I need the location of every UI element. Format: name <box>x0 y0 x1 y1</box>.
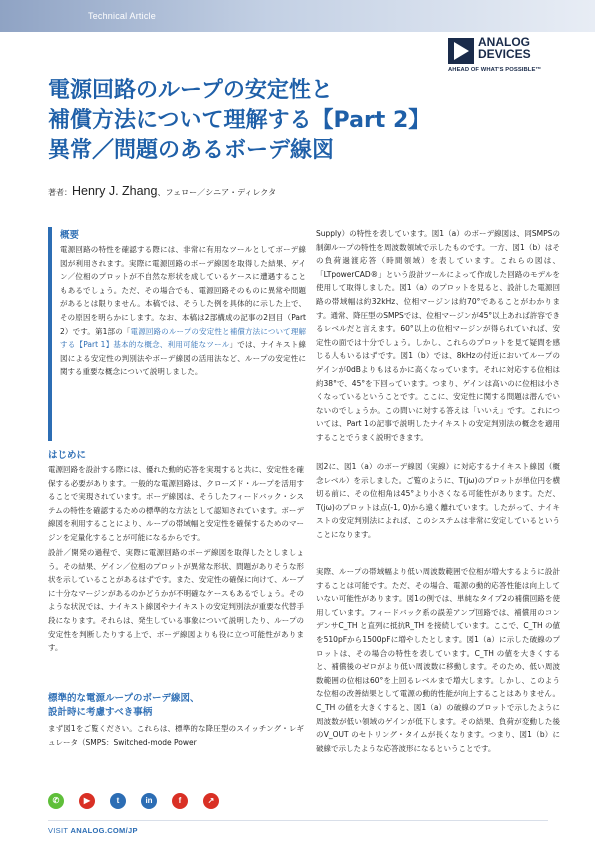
right-column-p2 <box>316 460 560 542</box>
left-column-sub <box>48 692 304 749</box>
section-heading-line-1: 標準的な電源ループのボーデ線図、 <box>48 693 200 704</box>
author-role: 、フェロー／シニア・ディレクタ <box>157 188 277 197</box>
left-column-p2 <box>48 546 304 655</box>
logo-triangle-icon <box>448 38 474 64</box>
right-column <box>316 227 560 445</box>
right-paragraph-1: Supply）の特性を表しています。図1（a）のボーデ線図は、同SMPSの制御ループの特性を周波数領域で示したものです。一方、図1（b）はその負荷過渡応答（時間領域）を表しています。これらの図は、「LTpowerCAD®」という設計ツールによって作成した回路のモデルを使用して取得しました。図1（a）のプロットを見ると、設計した電源回路の帯域幅は約32kHz、位相マージンは約70°であることがわかります。通常、降圧型のSMPSでは、位相マージンが45°以上あれば許容できるレベルだと言えます。60°以上の位相マージンが得られていれば、安定性の面では十分でしょう。しかし、これらのプロットを見て疑問を感じる人もいるはずです。図1（b）では、8kHzの付近においてループのゲインが0dBよりもはるかに高くなっています。それに対応する位相は約38°で、45°を下回っています。つまり、ゲインは高いのに位相は小さくなっているということです。ここに、安定性に関する問題は潜んでいないのでしょうか。この問いに対する答えは「いいえ」です。これについては、Part 1の記事で説明したナイキストの安定判別法の概念を適用することでうまく説明できます。 <box>316 229 560 442</box>
body-paragraph-3: まず図1をご覧ください。これらは、標準的な降圧型のスイッチング・レギュレータ（SMPS：Switched-mode Power <box>48 724 304 747</box>
analog-devices-logo[interactable] <box>448 36 588 78</box>
section-heading-line-2: 設計時に考慮すべき事柄 <box>48 707 153 718</box>
right-column-p3 <box>316 565 560 755</box>
footer-visit-link[interactable]: VISIT ANALOG.COM/JP <box>48 826 138 835</box>
body-paragraph-2: 設計／開発の過程で、実際に電源回路のボーデ線図を取得したとしましょう。その結果、ゲイン／位相のプロットが異常な形状、問題がありそうな形状を示していることがあるはずです。また、安定性の確保に向けて、ループに十分なマージンがあるのかどうかが不明確なケースもあるでしょう。そのような状況では、ナイキスト線図やナイキストの安定判別法が重要な代替手段になります。それらは、発生している事象について説明したり、ループの安定性を判断したりする上で、ボーデ線図よりも役に立つ可能性があります。 <box>48 548 304 653</box>
footer-divider <box>48 820 548 821</box>
title-line-2: 補償方法について理解する【Part 2】 <box>48 108 431 133</box>
facebook-icon[interactable]: f <box>172 793 188 809</box>
summary-text: 電源回路の特性を確認する際には、非常に有用なツールとしてボーデ線図が利用されます。実際に電源回路のボーデ線図を取得した結果、ゲイン／位相のプロットが不自然な形状を成しているケースに遭遇することもあるでしょう。ただ、その場合でも、電源回路そのものに異常や問題があるとは限りません。本稿では、そうした例を具体的に示した上で、その原因を明らかにします。なお、本稿は2部構成の記事の2回目（Part 2）です。第1部の「電源回路のループの安定性と補償方法について理解する【Part 1】基本的な概念、利用可能なツール」では、ナイキスト線図による安定性の判別法やボーデ線図の活用法など、ループの安定性に関する重要な概念について説明しました。 <box>60 245 307 377</box>
share-icon[interactable]: ↗ <box>203 793 219 809</box>
right-paragraph-3: 実際、ループの帯域幅より低い周波数範囲で位相が増大するように設計することは可能です。ただ、その場合、電源の動的応答性能は向上していない可能性があります。図1の例では、単純なタイプ2の補償回路を使用しています。フィードバック系の誤差アンプ回路では、補償用のコンデンサC_TH と直列に抵抗R_TH を接続しています。ここで、C_TH の値を510pFから1500pFに増やしたとします。図1（a）に示した破線のプロットは、その場合の特性を表しています。C_TH の値を大きくすると、補償後のゼロがより低い周波数に移動します。そのため、低い周波数範囲の位相は60°を上回るレベルまで増大します。しかし、このような位相の改善結果として電源の動的性能が向上することはありません。C_TH の値を大きくすると、図1（a）の破線のプロットで示したように周波数が低い領域のゲインが低下します。その結果、負荷が変動した後のV_OUT のセトリング・タイムが長くなります。つまり、図1（b）に破線で示したような応答波形になるということです。 <box>316 567 560 753</box>
summary-box <box>60 229 306 379</box>
logo-tagline: AHEAD OF WHAT'S POSSIBLE™ <box>448 67 542 73</box>
summary-accent-bar <box>48 227 52 441</box>
youtube-icon[interactable]: ▶ <box>79 793 95 809</box>
article-type-label: Technical Article <box>88 11 156 21</box>
wechat-icon[interactable]: ✆ <box>48 793 64 809</box>
intro-heading: はじめに <box>48 450 87 461</box>
author-name: Henry J. Zhang <box>72 184 158 198</box>
summary-heading: 概要 <box>60 230 80 241</box>
intro-paragraph: 電源回路を設計する際には、優れた動的応答を実現すると共に、安定性を確保する必要があります。一般的な電源回路は、クローズド・ループを活用することで実現されています。ボーデ線図は、そうしたフィードバック・システムの特性を確認するための標準的な方法として認知されています。ボーデ線図を利用することにより、ループの帯域幅と安定性を確保するためのマージンを定量化することが可能になるからです。 <box>48 465 304 542</box>
right-paragraph-2: 図2に、図1（a）のボーデ線図（実線）に対応するナイキスト線図（概念レベル）を示しました。ご覧のように、T(jω)のプロットが単位円を横切る前に、その位相角は45°より小さくなる可能性があります。ただ、T(jω)のプロットは点(-1, 0)から遠く離れています。したがって、ナイキストの安定判別法によれば、このシステムは非常に安定しているということになります。 <box>316 462 560 539</box>
author-label: 著者： <box>48 188 72 197</box>
left-column <box>48 449 304 545</box>
header-bar <box>0 0 595 32</box>
logo-wordmark: ANALOG DEVICES <box>478 35 531 61</box>
part1-link[interactable]: 電源回路のループの安定性と補償方法について理解する【Part 1】基本的な概念、利用可能なツール <box>60 326 306 350</box>
linkedin-icon[interactable]: in <box>141 793 157 809</box>
twitter-icon[interactable]: t <box>110 793 126 809</box>
title-line-3: 異常／問題のあるボーデ線図 <box>48 138 335 163</box>
page-title <box>48 76 528 166</box>
title-line-1: 電源回路のループの安定性と <box>48 78 333 103</box>
author-line <box>48 184 276 198</box>
